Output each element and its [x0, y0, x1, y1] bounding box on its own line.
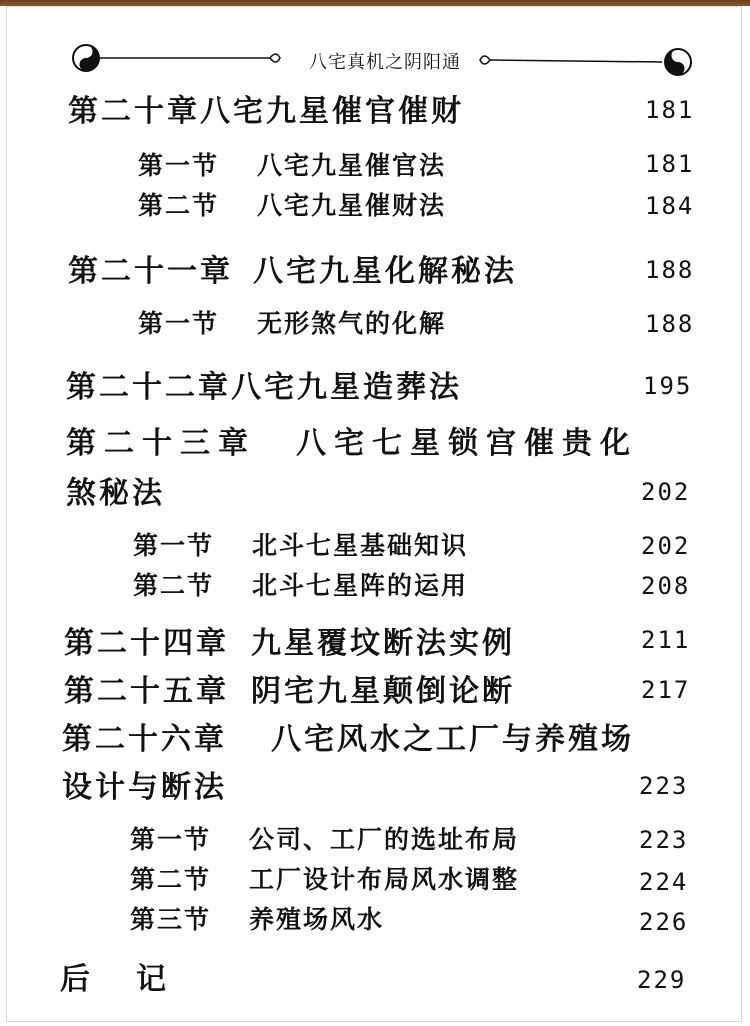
- toc-section-21-1[interactable]: [138, 304, 446, 340]
- section-title: 无形煞气的化解: [257, 309, 447, 338]
- toc-page-ch22: 195: [643, 372, 693, 400]
- header-title: 八宅真机之阴阳通: [70, 48, 700, 74]
- toc-section-20-2[interactable]: [138, 186, 446, 222]
- running-header: [70, 40, 700, 80]
- section-label: 第三节: [130, 905, 212, 934]
- chapter-title: 八宅九星造葬法: [231, 370, 462, 405]
- toc-page-ch20: 181: [645, 96, 695, 124]
- chapter-label: 第二十章: [68, 94, 200, 129]
- chapter-label: 第二十三章: [66, 426, 256, 461]
- section-label: 第一节: [138, 151, 220, 180]
- toc-chapter-21[interactable]: [68, 246, 517, 290]
- section-label: 第一节: [133, 531, 215, 560]
- section-label: 第一节: [130, 825, 212, 854]
- section-title: 北斗七星基础知识: [252, 531, 469, 560]
- toc-page-ch26: 223: [639, 772, 689, 800]
- section-title: 公司、工厂的选址布局: [249, 825, 520, 854]
- chapter-title-line2: 设计与断法: [62, 770, 227, 805]
- section-label: 第一节: [138, 309, 220, 338]
- toc-chapter-24[interactable]: [64, 618, 515, 662]
- toc-page-23-2: 208: [641, 572, 691, 600]
- toc-page-26-1: 223: [639, 826, 689, 854]
- toc-page-ch21: 188: [645, 256, 695, 284]
- toc-section-20-1[interactable]: [138, 146, 446, 182]
- toc-page-ch24: 211: [641, 626, 691, 654]
- chapter-title-line1: 八宅七星锁宫催贵化: [296, 426, 638, 461]
- toc-page-ch25: 217: [641, 676, 691, 704]
- toc-page-20-2: 184: [645, 192, 695, 220]
- toc-page-afterword: 229: [637, 966, 687, 994]
- toc-chapter-26[interactable]: [62, 714, 634, 758]
- chapter-label: 第二十四章: [64, 626, 229, 661]
- section-title: 北斗七星阵的运用: [252, 571, 469, 600]
- toc-section-23-1[interactable]: [133, 526, 468, 562]
- chapter-title: 八宅九星催官催财: [200, 94, 464, 129]
- toc-page-20-1: 181: [645, 150, 695, 178]
- chapter-label: 第二十五章: [64, 674, 229, 709]
- chapter-title-line2: 煞秘法: [66, 476, 165, 511]
- toc-page-23-1: 202: [641, 532, 691, 560]
- chapter-label: 第二十二章: [66, 370, 231, 405]
- section-label: 第二节: [138, 191, 220, 220]
- toc-section-26-1[interactable]: [130, 820, 519, 856]
- section-title: 工厂设计布局风水调整: [249, 865, 520, 894]
- toc-chapter-23[interactable]: [66, 418, 638, 462]
- section-label: 第二节: [133, 571, 215, 600]
- toc-page-ch23: 202: [641, 478, 691, 506]
- section-title: 八宅九星催财法: [257, 191, 447, 220]
- chapter-title: 阴宅九星颠倒论断: [251, 674, 515, 709]
- toc-chapter-25[interactable]: [64, 666, 515, 710]
- chapter-label: 第二十一章: [68, 254, 233, 289]
- chapter-title: 九星覆坟断法实例: [251, 626, 515, 661]
- toc-chapter-23-cont[interactable]: [66, 468, 165, 512]
- toc-section-23-2[interactable]: [133, 566, 468, 602]
- toc-page-21-1: 188: [645, 310, 695, 338]
- section-label: 第二节: [130, 865, 212, 894]
- toc-chapter-20[interactable]: [68, 86, 464, 130]
- chapter-title-line1: 八宅风水之工厂与养殖场: [271, 722, 634, 757]
- section-title: 八宅九星催官法: [257, 151, 447, 180]
- chapter-label: 第二十六章: [62, 722, 227, 757]
- toc-chapter-22[interactable]: [66, 362, 462, 406]
- toc-page-26-3: 226: [639, 908, 689, 936]
- toc-section-26-3[interactable]: [130, 900, 384, 936]
- section-title: 养殖场风水: [249, 905, 385, 934]
- toc-section-26-2[interactable]: [130, 860, 519, 896]
- afterword-label: 后 记: [60, 962, 174, 997]
- chapter-title: 八宅九星化解秘法: [253, 254, 517, 289]
- toc-afterword[interactable]: [60, 954, 174, 998]
- toc-page-26-2: 224: [639, 868, 689, 896]
- toc-chapter-26-cont[interactable]: [62, 762, 227, 806]
